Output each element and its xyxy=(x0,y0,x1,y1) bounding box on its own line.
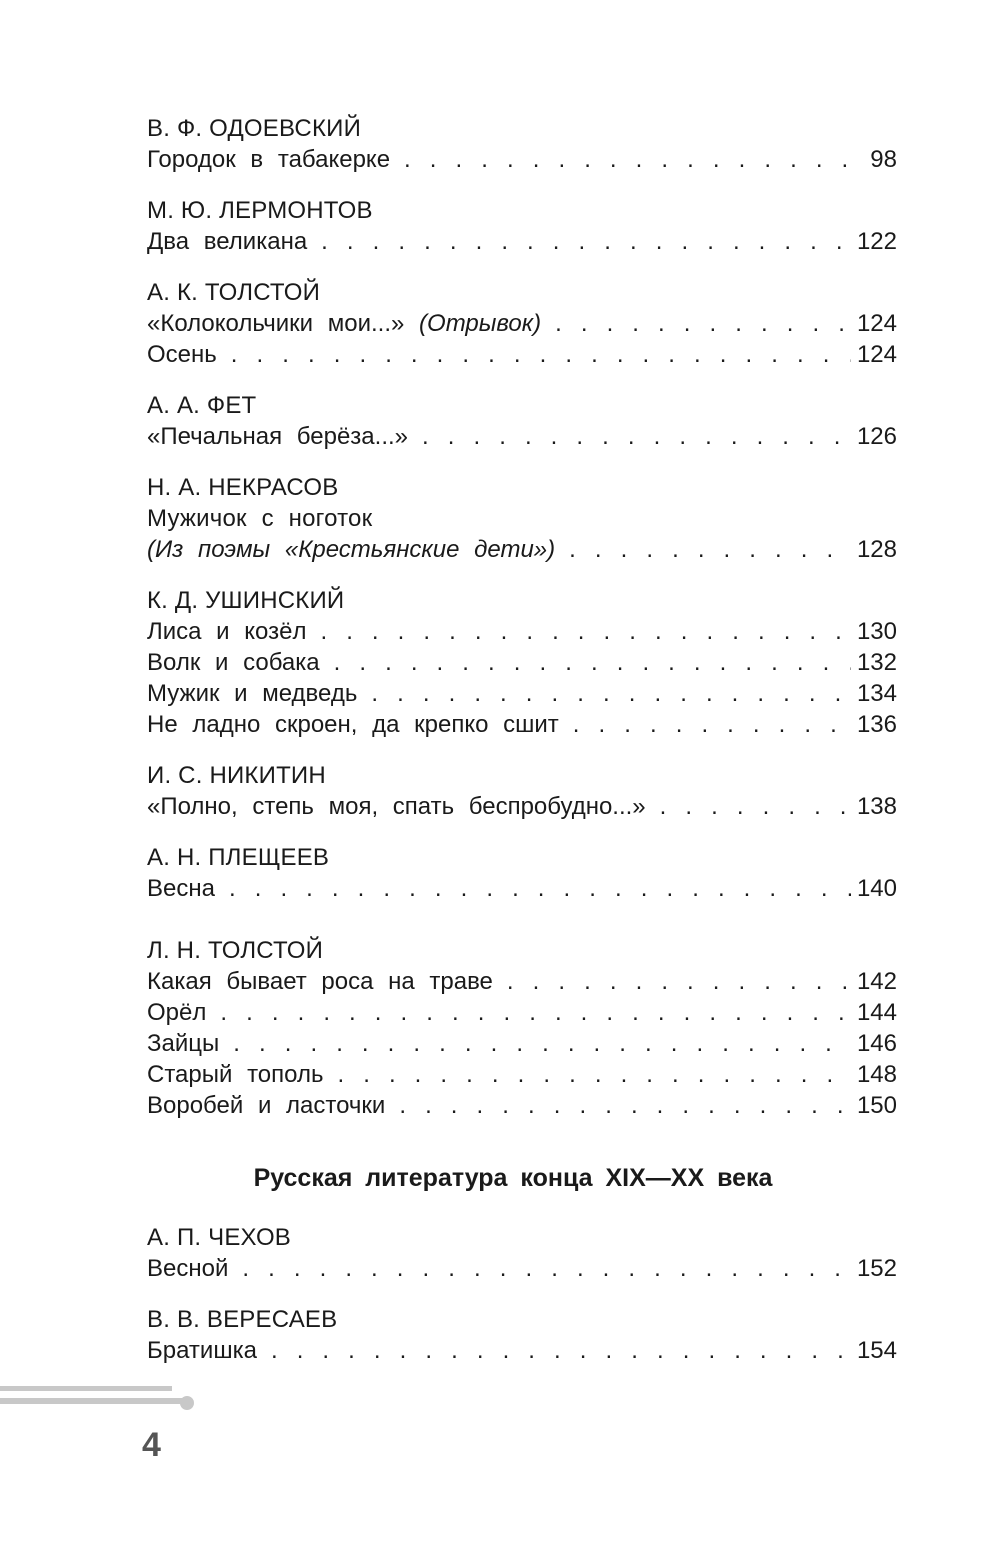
author-heading: В. Ф. ОДОЕВСКИЙ xyxy=(147,115,362,142)
entry-page: 130 xyxy=(856,618,897,645)
footer-rule-dot xyxy=(180,1396,194,1410)
toc-entry[interactable] xyxy=(147,647,897,678)
entry-title: Весной xyxy=(147,1255,229,1282)
dot-leader xyxy=(399,1090,851,1121)
dot-leader xyxy=(220,997,851,1028)
entry-title: «Печальная берёза...» xyxy=(147,423,408,450)
entry-title-text: «Колокольчики мои...» xyxy=(147,310,405,337)
footer-rule-bar-bottom xyxy=(0,1398,184,1404)
author-heading: И. С. НИКИТИН xyxy=(147,762,326,789)
toc-entry[interactable] xyxy=(147,997,897,1028)
author-heading: А. А. ФЕТ xyxy=(147,392,257,419)
dot-leader xyxy=(320,616,851,647)
entry-page: 136 xyxy=(856,711,897,738)
entry-title: Старый тополь xyxy=(147,1061,324,1088)
dot-leader xyxy=(507,966,851,997)
entry-page: 140 xyxy=(856,875,897,902)
entry-page: 144 xyxy=(856,999,897,1026)
entry-title: Городок в табакерке xyxy=(147,146,391,173)
part-heading: Русская литература конца XIX—XX века xyxy=(253,1164,773,1192)
dot-leader xyxy=(229,873,851,904)
entry-title: Мужик и медведь xyxy=(147,680,358,707)
dot-leader xyxy=(321,226,851,257)
toc-entry[interactable] xyxy=(147,1335,897,1366)
entry-title: Не ладно скроен, да крепко сшит xyxy=(147,711,559,738)
toc-entry[interactable] xyxy=(147,226,897,257)
toc-entry[interactable] xyxy=(147,534,897,565)
table-of-contents xyxy=(147,113,897,1366)
toc-entry[interactable] xyxy=(147,339,897,370)
toc-entry[interactable] xyxy=(147,421,897,452)
entry-title: Весна xyxy=(147,875,215,902)
toc-entry[interactable] xyxy=(147,678,897,709)
toc-entry[interactable] xyxy=(147,144,897,175)
author-heading: А. К. ТОЛСТОЙ xyxy=(147,279,321,306)
entry-note: (Из поэмы «Крестьянские дети») xyxy=(147,536,556,563)
dot-leader xyxy=(231,339,851,370)
entry-page: 122 xyxy=(856,228,897,255)
author-heading: В. В. ВЕРЕСАЕВ xyxy=(147,1306,338,1333)
entry-title[interactable]: Мужичок с ноготок xyxy=(147,505,373,532)
toc-entry[interactable] xyxy=(147,1059,897,1090)
author-heading: Л. Н. ТОЛСТОЙ xyxy=(147,937,324,964)
toc-entry[interactable] xyxy=(147,1253,897,1284)
dot-leader xyxy=(337,1059,850,1090)
entry-title: Волк и собака xyxy=(147,649,320,676)
entry-title: Орёл xyxy=(147,999,207,1026)
entry-page: 146 xyxy=(856,1030,897,1057)
author-heading: М. Ю. ЛЕРМОНТОВ xyxy=(147,197,373,224)
dot-leader xyxy=(569,534,851,565)
dot-leader xyxy=(242,1253,851,1284)
toc-entry[interactable] xyxy=(147,308,897,339)
entry-title: Осень xyxy=(147,341,217,368)
entry-title: «Полно, степь моя, спать беспробудно...» xyxy=(147,793,646,820)
entry-page: 98 xyxy=(870,146,897,173)
author-heading: А. П. ЧЕХОВ xyxy=(147,1224,292,1251)
dot-leader xyxy=(422,421,851,452)
toc-entry[interactable] xyxy=(147,873,897,904)
dot-leader xyxy=(573,709,851,740)
author-heading: А. Н. ПЛЕЩЕЕВ xyxy=(147,844,330,871)
entry-page: 134 xyxy=(856,680,897,707)
entry-page: 126 xyxy=(856,423,897,450)
entry-page: 128 xyxy=(856,536,897,563)
entry-page: 148 xyxy=(856,1061,897,1088)
entry-page: 132 xyxy=(856,649,897,676)
entry-title: Зайцы xyxy=(147,1030,220,1057)
dot-leader xyxy=(334,647,851,678)
entry-title: Братишка xyxy=(147,1337,257,1364)
footer-rule xyxy=(0,1386,200,1426)
entry-title: Воробей и ласточки xyxy=(147,1092,386,1119)
author-heading: К. Д. УШИНСКИЙ xyxy=(147,587,345,614)
dot-leader xyxy=(555,308,851,339)
entry-page: 124 xyxy=(856,341,897,368)
footer-rule-bar-top xyxy=(0,1386,172,1391)
toc-entry[interactable] xyxy=(147,966,897,997)
dot-leader xyxy=(271,1335,851,1366)
entry-page: 124 xyxy=(856,310,897,337)
entry-page: 152 xyxy=(856,1255,897,1282)
entry-page: 154 xyxy=(856,1337,897,1364)
author-heading: Н. А. НЕКРАСОВ xyxy=(147,474,339,501)
entry-title: Какая бывает роса на траве xyxy=(147,968,493,995)
dot-leader xyxy=(404,144,864,175)
toc-entry[interactable] xyxy=(147,709,897,740)
dot-leader xyxy=(660,791,851,822)
entry-title xyxy=(147,308,541,339)
entry-page: 142 xyxy=(856,968,897,995)
entry-title: Лиса и козёл xyxy=(147,618,307,645)
toc-entry[interactable] xyxy=(147,1090,897,1121)
toc-entry[interactable] xyxy=(147,791,897,822)
entry-note: (Отрывок) xyxy=(419,310,542,337)
dot-leader xyxy=(371,678,851,709)
entry-page: 138 xyxy=(856,793,897,820)
entry-page: 150 xyxy=(856,1092,897,1119)
toc-entry[interactable] xyxy=(147,1028,897,1059)
page-number: 4 xyxy=(142,1426,161,1464)
toc-entry[interactable] xyxy=(147,616,897,647)
dot-leader xyxy=(233,1028,851,1059)
entry-title: Два великана xyxy=(147,228,308,255)
